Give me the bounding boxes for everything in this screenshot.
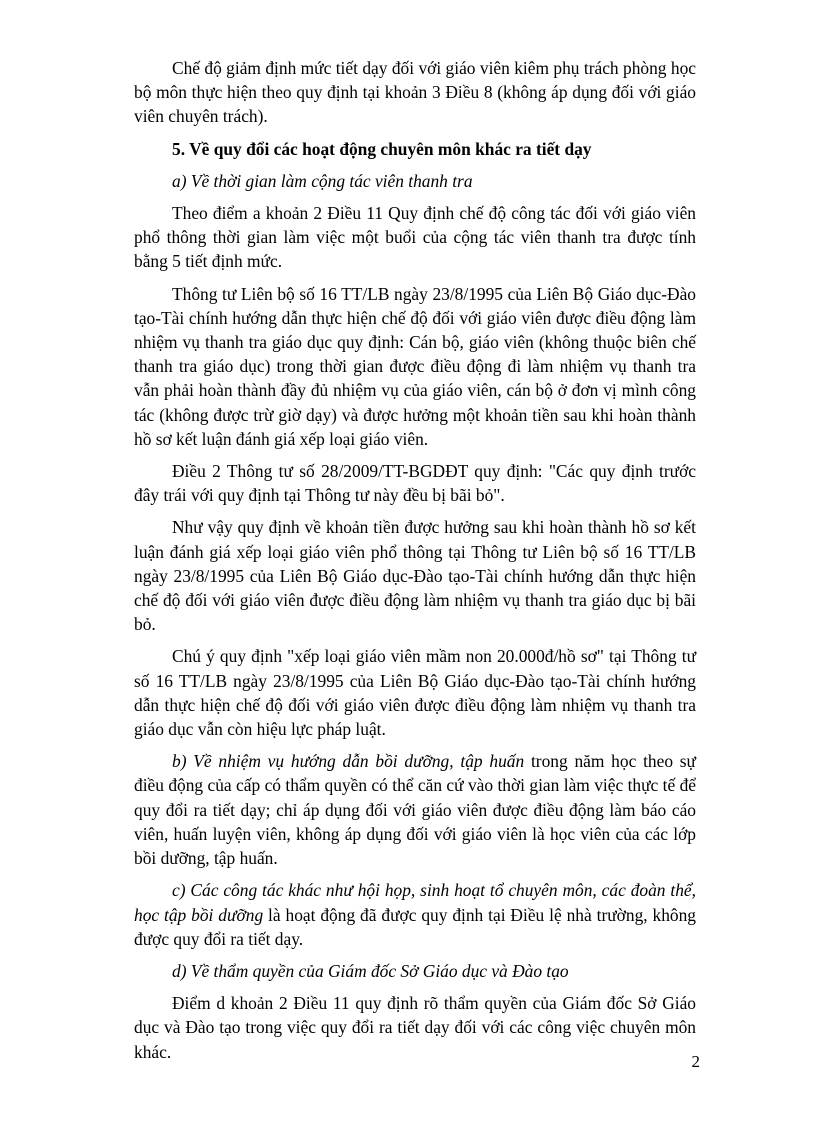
- subheading-b-training: b) Về nhiệm vụ hướng dẫn bồi dưỡng, tập huấn: [172, 751, 525, 772]
- document-body: [134, 56, 696, 1072]
- paragraph-circular-28: Điều 2 Thông tư số 28/2009/TT-BGDĐT quy định: "Các quy định trước đây trái với quy định tại Thông tư này đều bị bãi bỏ".: [134, 461, 696, 506]
- paragraph-c-body: là hoạt động đã được quy định tại Điều lệ nhà trường, không được quy đổi ra tiết dạy.: [134, 904, 696, 949]
- subheading-d-director-authority: d) Về thẩm quyền của Giám đốc Sở Giáo dục và Đào tạo: [172, 960, 569, 981]
- subheading-c-other-work: c) Các công tác khác như hội họp, sinh hoạt tổ chuyên môn, các đoàn thể, học tập bồi dưỡng: [134, 880, 696, 925]
- paragraph-circular-16: Thông tư Liên bộ số 16 TT/LB ngày 23/8/1995 của Liên Bộ Giáo dục-Đào tạo-Tài chính hướng dẫn thực hiện chế độ đối với giáo viên được điều động làm nhiệm vụ thanh tra giáo dục quy định: Cán bộ, giáo viên (không thuộc biên chế thanh tra giáo dục) trong thời gian được điều động đi làm nhiệm vụ thanh tra vẫn phải hoàn thành đầy đủ nhiệm vụ của giáo viên, cán bộ ở đơn vị mình công tác (không được trừ giờ dạy) và được hưởng một khoản tiền sau khi hoàn thành hồ sơ kết luận đánh giá xếp loại giáo viên.: [134, 283, 696, 449]
- paragraph-article-11-point-a: Theo điểm a khoản 2 Điều 11 Quy định chế độ công tác đối với giáo viên phổ thông thời gian làm việc một buổi của cộng tác viên thanh tra được tính bằng 5 tiết định mức.: [134, 203, 696, 272]
- paragraph-b-body: trong năm học theo sự điều động của cấp có thẩm quyền có thể căn cứ vào thời gian làm việc thực tế để quy đổi ra tiết dạy; chỉ áp dụng đối với giáo viên được điều động làm báo cáo viên, huấn luyện viên, không áp dụng đối với giáo viên là học viên của các lớp bồi dưỡng, tập huấn.: [134, 751, 696, 869]
- paragraph-c-other-work: [134, 878, 696, 951]
- paragraph-article-11-point-d: Điểm d khoản 2 Điều 11 quy định rõ thẩm quyền của Giám đốc Sở Giáo dục và Đào tạo trong việc quy đổi ra tiết dạy đối với các công việc chuyên môn khác.: [134, 993, 696, 1062]
- paragraph-b-training-duty: [134, 749, 696, 870]
- paragraph-preschool-note: Chú ý quy định "xếp loại giáo viên mầm non 20.000đ/hồ sơ" tại Thông tư số 16 TT/LB ngày 23/8/1995 của Liên Bộ Giáo dục-Đào tạo-Tài chính hướng dẫn thực hiện chế độ đối với giáo viên được điều động làm nhiệm vụ thanh tra giáo dục vẫn còn hiệu lực pháp luật.: [134, 646, 696, 740]
- paragraph-abolished-regulation: Như vậy quy định về khoản tiền được hưởng sau khi hoàn thành hồ sơ kết luận đánh giá xếp loại giáo viên phổ thông tại Thông tư Liên bộ số 16 TT/LB ngày 23/8/1995 của Liên Bộ Giáo dục-Đào tạo-Tài chính hướng dẫn thực hiện chế độ đối với giáo viên được điều động làm nhiệm vụ thanh tra giáo dục bị bãi bỏ.: [134, 517, 696, 635]
- page-number: 2: [691, 1052, 700, 1071]
- subheading-a-inspector-time: a) Về thời gian làm cộng tác viên thanh tra: [172, 170, 473, 191]
- section-heading-5: 5. Về quy đổi các hoạt động chuyên môn khác ra tiết dạy: [172, 138, 592, 159]
- paragraph-lab-room-teacher: Chế độ giảm định mức tiết dạy đối với giáo viên kiêm phụ trách phòng học bộ môn thực hiện theo quy định tại khoản 3 Điều 8 (không áp dụng đối với giáo viên chuyên trách).: [134, 58, 696, 127]
